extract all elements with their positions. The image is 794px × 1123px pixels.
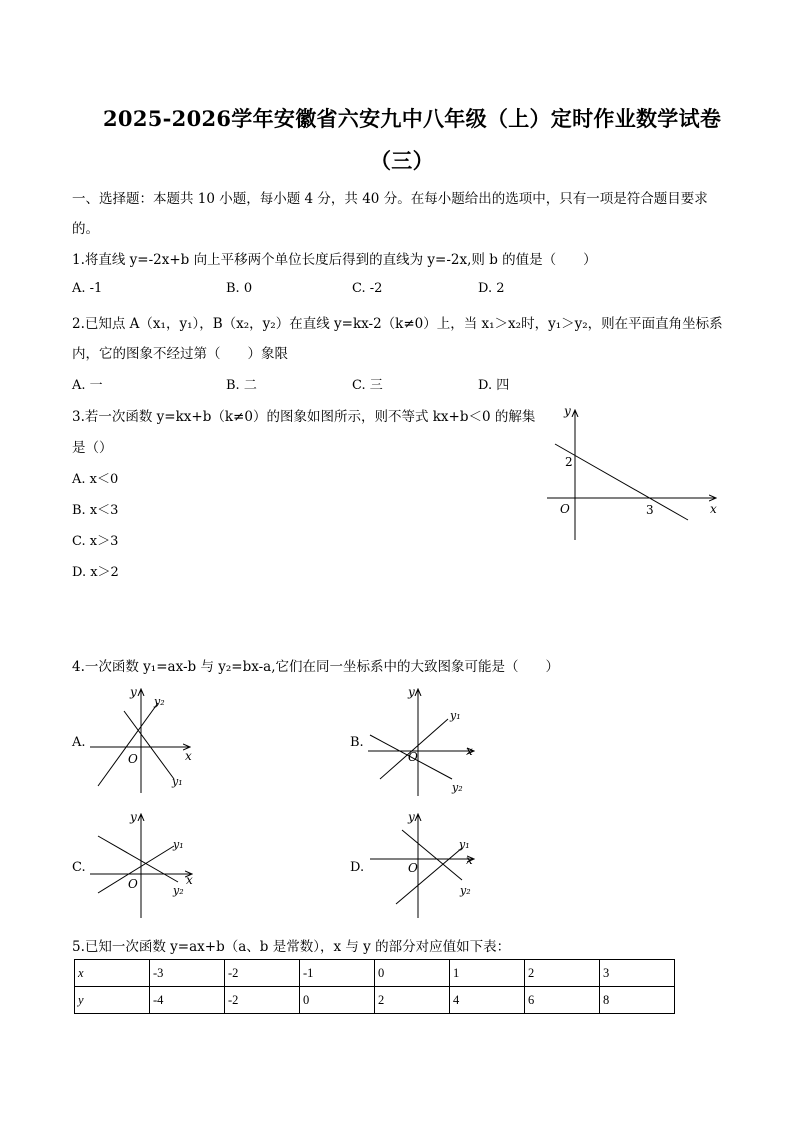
origin-label: O (408, 861, 418, 875)
q1-option-a[interactable]: A. -1 (72, 281, 103, 296)
q4-graph-b[interactable] (366, 683, 478, 798)
x-axis-label: x (186, 873, 193, 887)
table-cell: x (75, 960, 150, 987)
line-y2-label: y₂ (154, 695, 165, 708)
table-cell: -1 (300, 960, 375, 987)
line-y1 (380, 719, 448, 779)
origin-label: O (128, 877, 138, 891)
q1-option-b[interactable]: B. 0 (226, 281, 253, 296)
table-cell: 0 (375, 960, 450, 987)
origin-label: O (408, 750, 418, 764)
line-y1-label: y₁ (450, 709, 461, 722)
table-cell: 4 (450, 987, 525, 1014)
line-y1-label: y₁ (173, 838, 184, 851)
line-y2-label: y₂ (460, 884, 471, 897)
line-y2-label: y₂ (173, 884, 184, 897)
table-cell: -4 (150, 987, 225, 1014)
x-intercept-label: 3 (646, 503, 654, 517)
x-axis-label: x (466, 744, 473, 758)
q3-option-a[interactable]: A. x＜0 (72, 472, 119, 487)
q1-option-d[interactable]: D. 2 (478, 281, 505, 296)
y-intercept-label: 2 (565, 455, 573, 469)
table-row-y (75, 987, 675, 1014)
q3-option-c[interactable]: C. x＞3 (72, 534, 119, 549)
q1-option-c[interactable]: C. -2 (352, 281, 383, 296)
y-axis-label: y (130, 810, 137, 824)
table-row-x (75, 960, 675, 987)
table-cell: 0 (300, 987, 375, 1014)
origin-label: O (560, 502, 570, 516)
q2-option-d[interactable]: D. 四 (478, 378, 510, 393)
paper-title-line1: 2025-2026学年安徽省六安九中八年级（上）定时作业数学试卷 (103, 106, 722, 131)
q4-graph-d[interactable] (366, 808, 478, 920)
table-cell: 2 (375, 987, 450, 1014)
q2-stem-line2: 内，它的图象不经过第（ ）象限 (72, 346, 288, 362)
x-axis-label: x (185, 749, 192, 763)
q4-stem: 4.一次函数 y₁=ax-b 与 y₂=bx-a,它们在同一坐标系中的大致图象可能是（ ） (72, 659, 560, 675)
q3-option-b[interactable]: B. x＜3 (72, 503, 119, 518)
q5-value-table (74, 959, 675, 1014)
table-cell: 2 (525, 960, 600, 987)
origin-label: O (128, 752, 138, 766)
line-y2-label: y₂ (452, 781, 463, 794)
table-cell: -2 (225, 960, 300, 987)
line-y1 (396, 848, 462, 904)
line-y1 (124, 711, 174, 779)
section-instructions-line2: 的。 (72, 221, 99, 237)
paper-title-line2: （三） (370, 148, 434, 173)
q3-graph-figure (540, 400, 730, 545)
q3-stem-line1: 3.若一次函数 y=kx+b（k≠0）的图象如图所示，则不等式 kx+b＜0 的解集 (72, 409, 536, 425)
q4-graph-c[interactable] (88, 808, 200, 920)
x-axis-label: x (710, 502, 717, 516)
table-cell: 3 (600, 960, 675, 987)
q4-option-d-label[interactable]: D. (350, 860, 365, 875)
q4-option-a-label[interactable]: A. (72, 735, 86, 750)
x-axis-label: x (466, 853, 473, 867)
q1-stem: 1.将直线 y=-2x+b 向上平移两个单位长度后得到的直线为 y=-2x,则 b 的值是（ ） (72, 252, 597, 268)
y-axis-label: y (408, 685, 415, 699)
line-y2 (98, 836, 178, 882)
table-cell: 1 (450, 960, 525, 987)
line-y1-label: y₁ (459, 838, 470, 851)
section-instructions-line1: 一、选择题：本题共 10 小题，每小题 4 分，共 40 分。在每小题给出的选项中，只有一项是符合题目要求 (72, 191, 708, 207)
y-axis-label: y (408, 810, 415, 824)
q5-stem: 5.已知一次函数 y=ax+b（a、b 是常数），x 与 y 的部分对应值如下表： (72, 939, 511, 955)
q2-stem-line1: 2.已知点 A（x₁，y₁），B（x₂，y₂）在直线 y=kx-2（k≠0）上，当 x₁＞x₂时，y₁＞y₂，则在平面直角坐标系 (72, 316, 723, 332)
q2-option-b[interactable]: B. 二 (226, 378, 257, 393)
q4-graph-a[interactable] (88, 683, 200, 795)
q4-option-c-label[interactable]: C. (72, 860, 86, 875)
y-axis-label: y (130, 685, 137, 699)
q4-option-b-label[interactable]: B. (350, 735, 364, 750)
y-axis-label: y (564, 404, 571, 418)
line-y1-label: y₁ (172, 775, 183, 788)
q3-stem-line2: 是（） (72, 440, 113, 456)
table-cell: y (75, 987, 150, 1014)
table-cell: 8 (600, 987, 675, 1014)
table-cell: 6 (525, 987, 600, 1014)
q2-option-a[interactable]: A. 一 (72, 378, 103, 393)
table-cell: -3 (150, 960, 225, 987)
q2-option-c[interactable]: C. 三 (352, 378, 383, 393)
q3-option-d[interactable]: D. x＞2 (72, 565, 119, 580)
table-cell: -2 (225, 987, 300, 1014)
